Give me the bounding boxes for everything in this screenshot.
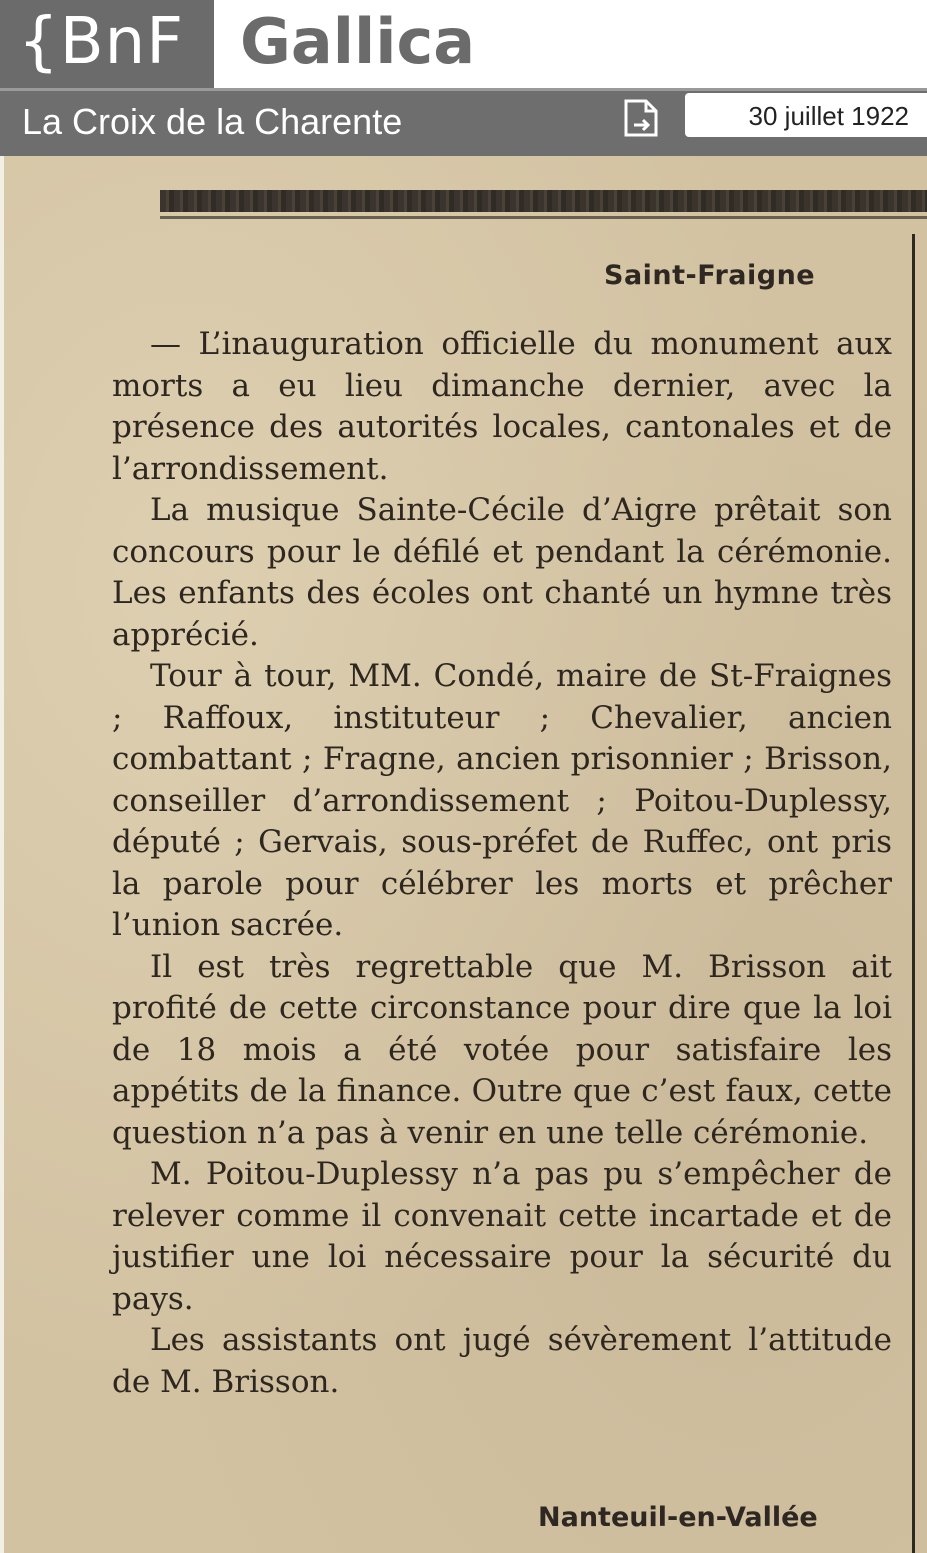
- title-bar: [0, 91, 927, 156]
- article-heading: Saint-Fraigne: [604, 260, 816, 291]
- article-paragraph: — L’inauguration officielle du monument aux morts a eu lieu dimanche dernier, avec la présence des autorités locales, cantonales et de l’arrondissement.: [112, 326, 892, 487]
- section-top-rule: [160, 190, 927, 212]
- gallica-logo[interactable]: Gallica: [240, 5, 476, 78]
- issue-date-box[interactable]: [685, 93, 927, 137]
- newspaper-scan: [0, 156, 927, 1553]
- column-rule: [912, 234, 915, 1553]
- bnf-logo-text: {BnF: [18, 5, 184, 79]
- article-paragraph: La musique Sainte-Cécile d’Aigre prêtait son concours pour le défilé et pendant la cérémonie. Les enfants des écoles ont chanté un hymne très apprécié.: [112, 492, 892, 653]
- publication-title: La Croix de la Charente: [22, 101, 403, 142]
- article-paragraph: Il est très regrettable que M. Brisson ait profité de cette circonstance pour dire que la loi de 18 mois a été votée pour satisfaire les appétits de la finance. Outre que c’est faux, cette question n’a pas à venir en une telle cérémonie.: [112, 948, 892, 1151]
- issue-date: 30 juillet 1922: [748, 101, 909, 131]
- brand-bar: [0, 0, 927, 88]
- document-export-icon[interactable]: [620, 95, 664, 141]
- scan-edge: [0, 156, 4, 1553]
- article-paragraph: Les assistants ont jugé sévèrement l’attitude de M. Brisson.: [112, 1322, 892, 1400]
- article-paragraph: M. Poitou-Duplessy n’a pas pu s’empêcher de relever comme il convenait cette incartade et de justifier une loi nécessaire pour la sécurité du pays.: [112, 1156, 892, 1317]
- section-top-rule-thin: [160, 216, 927, 219]
- article-body: [112, 324, 892, 1403]
- next-article-heading: Nanteuil-en-Vallée: [538, 1502, 818, 1533]
- bnf-logo[interactable]: [0, 0, 214, 88]
- article-paragraph: Tour à tour, MM. Condé, maire de St-Fraignes ; Raffoux, instituteur ; Chevalier, ancien combattant ; Fragne, ancien prisonnier ; Brisson, conseiller d’arrondissement ; Poitou-Duplessy, député ; Gervais, sous-préfet de Ruffec, ont pris la parole pour célébrer les morts et prêcher l’union sacrée.: [112, 658, 892, 943]
